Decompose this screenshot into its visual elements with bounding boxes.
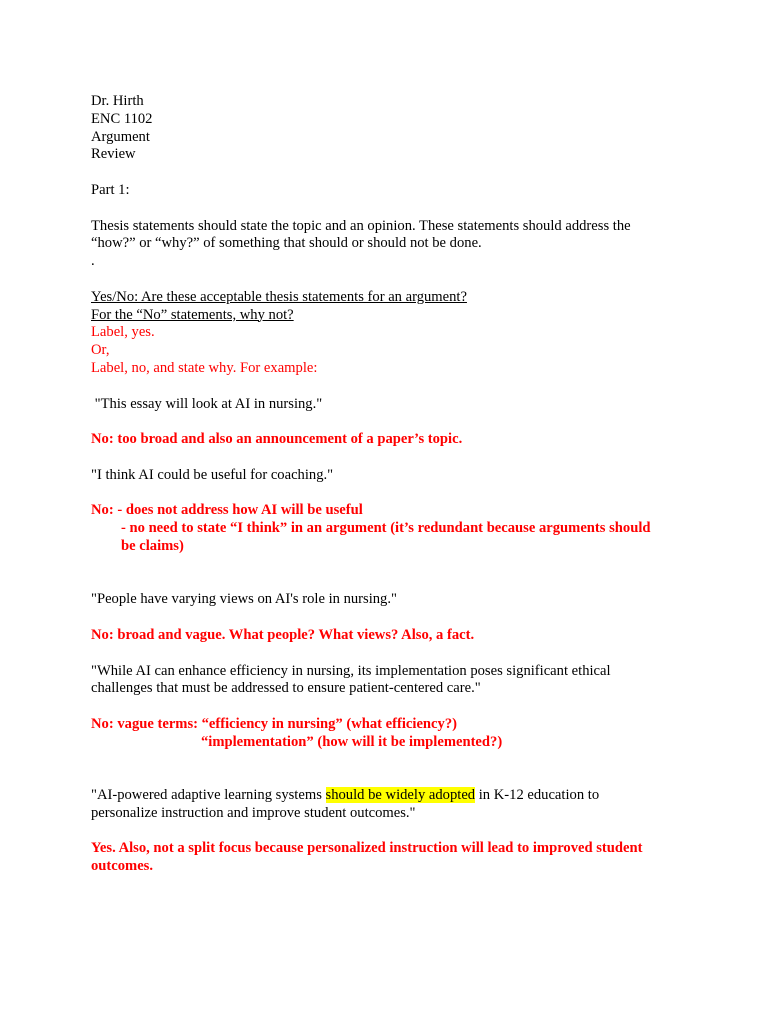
statement-2: "I think AI could be useful for coaching." (91, 466, 334, 483)
instruction-line-1: Label, yes. (91, 324, 155, 341)
instruction-line-3: Label, no, and state why. For example: (91, 359, 318, 376)
statement-5-post: in K-12 education to (475, 787, 600, 804)
title-line-1: Argument (91, 128, 150, 145)
statement-3: "People have varying views on AI's role in nursing." (91, 591, 397, 608)
question-line-2: For the “No” statements, why not? (91, 306, 294, 323)
answer-3: No: broad and vague. What people? What views? Also, a fact. (91, 626, 475, 643)
statement-4-line-2: challenges that must be addressed to ensure patient-centered care." (91, 680, 481, 697)
highlighted-phrase: should be widely adopted (325, 787, 476, 804)
answer-2-line-1: No: - does not address how AI will be useful (91, 502, 363, 519)
answer-4-line-1: No: vague terms: “efficiency in nursing” (what efficiency?) (91, 715, 457, 732)
document-page (91, 93, 691, 876)
answer-5-line-2: outcomes. (91, 858, 154, 875)
part-heading: Part 1: (91, 181, 130, 198)
instructor-name: Dr. Hirth (91, 93, 144, 109)
statement-5-line-1 (91, 787, 691, 805)
instruction-line-2: Or, (91, 342, 110, 359)
statement-5-line-2: personalize instruction and improve student outcomes." (91, 804, 416, 821)
answer-4-line-2: “implementation” (how will it be implemented?) (201, 733, 503, 750)
title-line-2: Review (91, 146, 136, 163)
answer-1: No: too broad and also an announcement of a paper’s topic. (91, 431, 463, 448)
statement-5-pre: "AI-powered adaptive learning systems (91, 787, 326, 804)
statement-4-line-1: "While AI can enhance efficiency in nursing, its implementation poses significant ethical (91, 662, 611, 679)
intro-text-line-1: Thesis statements should state the topic and an opinion. These statements should address the (91, 217, 631, 234)
answer-2-line-2: - no need to state “I think” in an argument (it’s redundant because arguments should (121, 520, 651, 537)
answer-5-line-1: Yes. Also, not a split focus because personalized instruction will lead to improved student (91, 840, 643, 857)
question-line-1: Yes/No: Are these acceptable thesis statements for an argument? (91, 288, 467, 305)
intro-dot: . (91, 253, 95, 270)
intro-text-line-2: “how?” or “why?” of something that should or should not be done. (91, 235, 482, 252)
statement-1: "This essay will look at AI in nursing." (91, 395, 323, 412)
course-code: ENC 1102 (91, 110, 153, 127)
answer-2-line-3: be claims) (121, 537, 184, 554)
